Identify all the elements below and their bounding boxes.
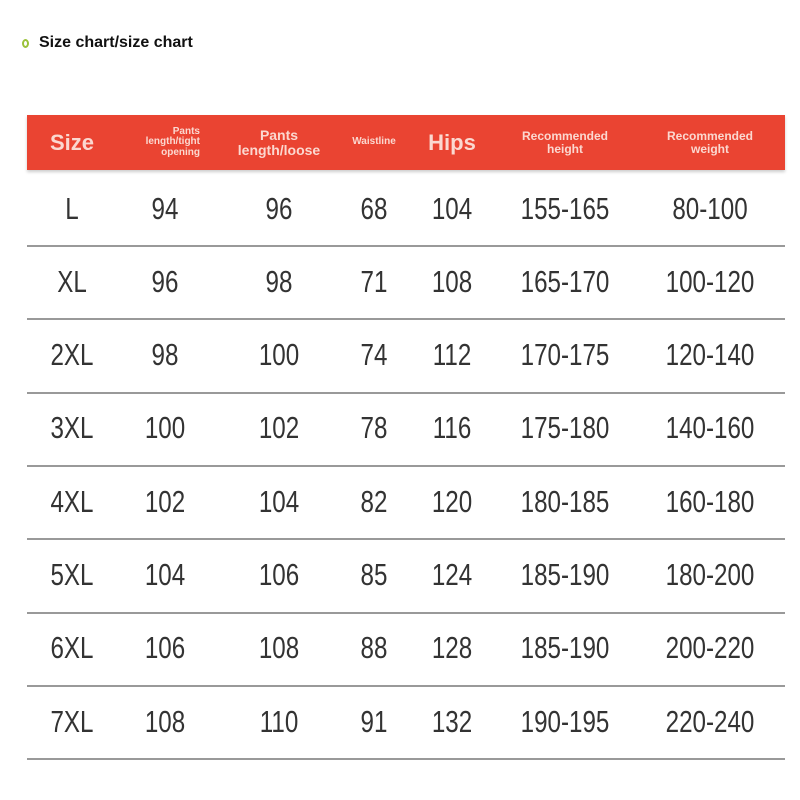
table-cell: 116 <box>432 410 472 446</box>
table-cell: 85 <box>360 557 388 592</box>
table-cell: 96 <box>151 263 179 299</box>
table-cell: 180-200 <box>665 557 755 592</box>
table-cell: 5XL <box>50 557 94 592</box>
table-cell: L <box>65 190 79 226</box>
table-cell: 132 <box>431 703 473 739</box>
table-cell: 91 <box>360 703 388 739</box>
table-cell: 185-190 <box>520 630 610 666</box>
header-cell: Size <box>49 129 95 155</box>
table-cell: 175-180 <box>520 410 610 446</box>
table-cell: 94 <box>151 190 179 226</box>
table-row <box>27 685 785 760</box>
table-cell: 68 <box>360 190 388 226</box>
table-cell: 200-220 <box>665 630 755 666</box>
table-cell: 98 <box>151 337 179 373</box>
table-cell: 102 <box>144 483 186 519</box>
table-cell: 80-100 <box>672 190 748 226</box>
table-cell: 185-190 <box>520 557 610 592</box>
table-cell: 74 <box>360 337 388 373</box>
header-cell: Hips <box>428 129 476 155</box>
table-cell: 170-175 <box>520 337 610 373</box>
table-cell: 82 <box>360 483 388 519</box>
table-cell: 160-180 <box>665 483 755 519</box>
table-row <box>27 319 785 394</box>
table-cell: 4XL <box>50 483 94 519</box>
table-row <box>27 465 785 540</box>
table-cell: 108 <box>144 703 186 739</box>
table-cell: 180-185 <box>520 483 610 519</box>
table-cell: 110 <box>259 703 299 739</box>
table-cell: 120-140 <box>665 337 755 373</box>
table-cell: 88 <box>360 630 388 666</box>
table-cell: 108 <box>258 630 300 666</box>
table-cell: 78 <box>360 410 388 446</box>
table-cell: 220-240 <box>665 703 755 739</box>
table-cell: 165-170 <box>520 263 610 299</box>
table-cell: 106 <box>144 630 186 666</box>
table-row <box>27 392 785 467</box>
table-cell: 96 <box>265 190 293 226</box>
table-cell: 120 <box>431 483 473 519</box>
header-cell: Waistline <box>352 136 396 148</box>
table-row <box>27 245 785 320</box>
table-cell: 128 <box>431 630 473 666</box>
table-cell: 140-160 <box>665 410 755 446</box>
table-cell: 155-165 <box>520 190 610 226</box>
table-cell: 108 <box>431 263 473 299</box>
table-cell: 3XL <box>50 410 94 446</box>
table-cell: 98 <box>265 263 293 299</box>
table-header <box>27 115 785 170</box>
header-cell: Pants length/loose <box>237 126 321 158</box>
header-cell: Recommended weight <box>666 128 754 156</box>
header-cell: Pants length/tight opening <box>145 125 200 158</box>
table-row <box>27 172 785 247</box>
table-cell: 100-120 <box>665 263 755 299</box>
table-cell: 104 <box>144 557 186 592</box>
table-cell: 112 <box>432 337 472 373</box>
table-row <box>27 612 785 687</box>
table-cell: 2XL <box>50 337 94 373</box>
table-cell: 100 <box>144 410 186 446</box>
table-cell: 104 <box>258 483 300 519</box>
table-cell: 190-195 <box>520 703 610 739</box>
table-cell: 71 <box>360 263 388 299</box>
table-cell: 6XL <box>50 630 94 666</box>
header-cell: Recommended height <box>521 128 609 156</box>
table-cell: 102 <box>258 410 300 446</box>
chart-title <box>22 34 193 52</box>
table-row <box>27 539 785 614</box>
table-cell: 104 <box>431 190 473 226</box>
table-cell: 100 <box>258 337 300 373</box>
title-text: Size chart/size chart <box>39 34 193 51</box>
table-cell: XL <box>57 263 87 299</box>
table-cell: 7XL <box>50 703 94 739</box>
table-cell: 124 <box>431 557 473 592</box>
table-cell: 106 <box>258 557 300 592</box>
bullet-icon <box>22 39 29 48</box>
